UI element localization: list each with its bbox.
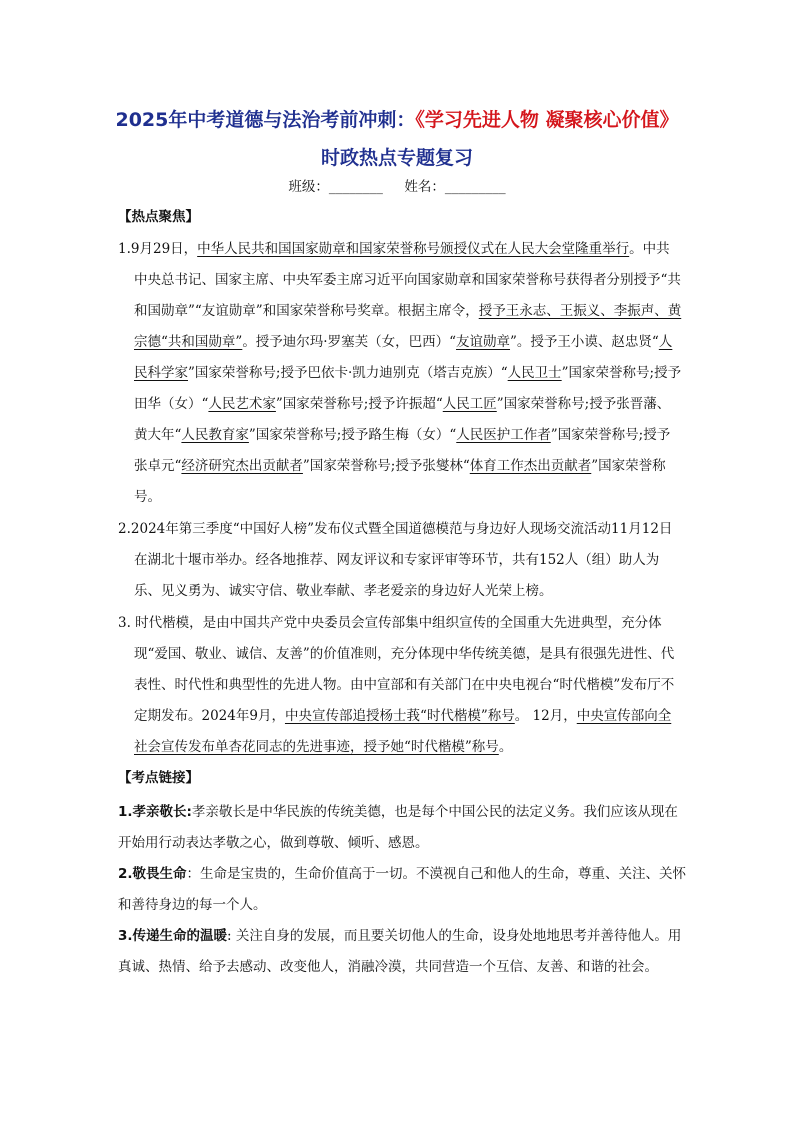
class-blank: ________ — [328, 179, 383, 195]
hot-topic-item-1: 1.9月29日，中华人民共和国国家勋章和国家荣誉称号颁授仪式在人民大会堂隆重举行。中共中央总书记、国家主席、中央军委主席习近平向国家勋章和国家荣誉称号获得者分别授予“共和国勋章”“友谊勋章”和国家荣誉称号奖章。根据主席令，授予王永志、王振义、李振声、黄宗德“共和国勋章”。授予迪尔玛·罗塞芙（女，巴西）“友谊勋章”。授予王小谟、赵忠贤“人民科学家”国家荣誉称号;授予巴依卡·凯力迪别克（塔吉克族）“人民卫士”国家荣誉称号;授予田华（女）“人民艺术家”国家荣誉称号;授予许振超“人民工匠”国家荣誉称号;授予张晋藩、黄大年“人民教育家”国家荣誉称号;授予路生梅（女）“人民医护工作者”国家荣誉称号;授予张卓元“经济研究杰出贡献者”国家荣誉称号;授予张燮林“体育工作杰出贡献者”国家荣誉称号。 — [118, 241, 682, 505]
key-point-3: 3.传递生命的温暖: 关注自身的发展，而且要关切他人的生命，设身处地地思考并善待他人。用真诚、热情、给予去感动、改变他人，消融冷漠，共同营造一个互信、友善、和谐的社会。 — [118, 928, 682, 975]
hot-topic-item-3: 3. 时代楷模，是由中国共产党中央委员会宣传部集中组织宣传的全国重大先进典型，充分体现“爱国、敬业、诚信、友善”的价值准则，充分体现中华传统美德，是具有很强先进性、代表性、时代性和典型性的先进人物。由中宣部和有关部门在中央电视台“时代楷模”发布厅不定期发布。2024年9月，中央宣传部追授杨士莪“时代楷模”称号。 12月，中央宣传部向全社会宣传发布单杏花同志的先进事迹，授予她“时代楷模”称号。 — [118, 615, 675, 755]
section-heading-hot-topics: 【热点聚焦】 — [118, 209, 199, 225]
key-point-2: 2.敬畏生命：生命是宝贵的，生命价值高于一切。不漠视自己和他人的生命，尊重、关注、关怀和善待身边的每一个人。 — [118, 866, 687, 913]
title-part-1: 2025年中考道德与法治考前冲刺： — [115, 109, 416, 131]
document-subtitle: 时政热点专题复习 — [320, 147, 473, 169]
name-label: 姓名： — [404, 179, 445, 195]
class-label: 班级： — [288, 179, 329, 195]
key-point-1: 1.孝亲敬长:孝亲敬长是中华民族的传统美德，也是每个中国公民的法定义务。我们应该从现在开始用行动表达孝敬之心，做到尊敬、倾听、感恩。 — [118, 804, 678, 851]
title-part-2: 《学习先进人物 凝聚核心价值》 — [415, 109, 679, 131]
student-info-line — [0, 176, 794, 198]
document-title — [0, 105, 794, 135]
name-blank: _________ — [444, 179, 506, 195]
hot-topic-item-2: 2.2024年第三季度“中国好人榜”发布仪式暨全国道德模范与身边好人现场交流活动11月12日在湖北十堰市举办。经各地推荐、网友评议和专家评审等环节，共有152人（组）助人为乐、见义勇为、诚实守信、敬业奉献、孝老爱亲的身边好人光荣上榜。 — [118, 521, 673, 599]
section-heading-key-points: 【考点链接】 — [118, 770, 199, 786]
